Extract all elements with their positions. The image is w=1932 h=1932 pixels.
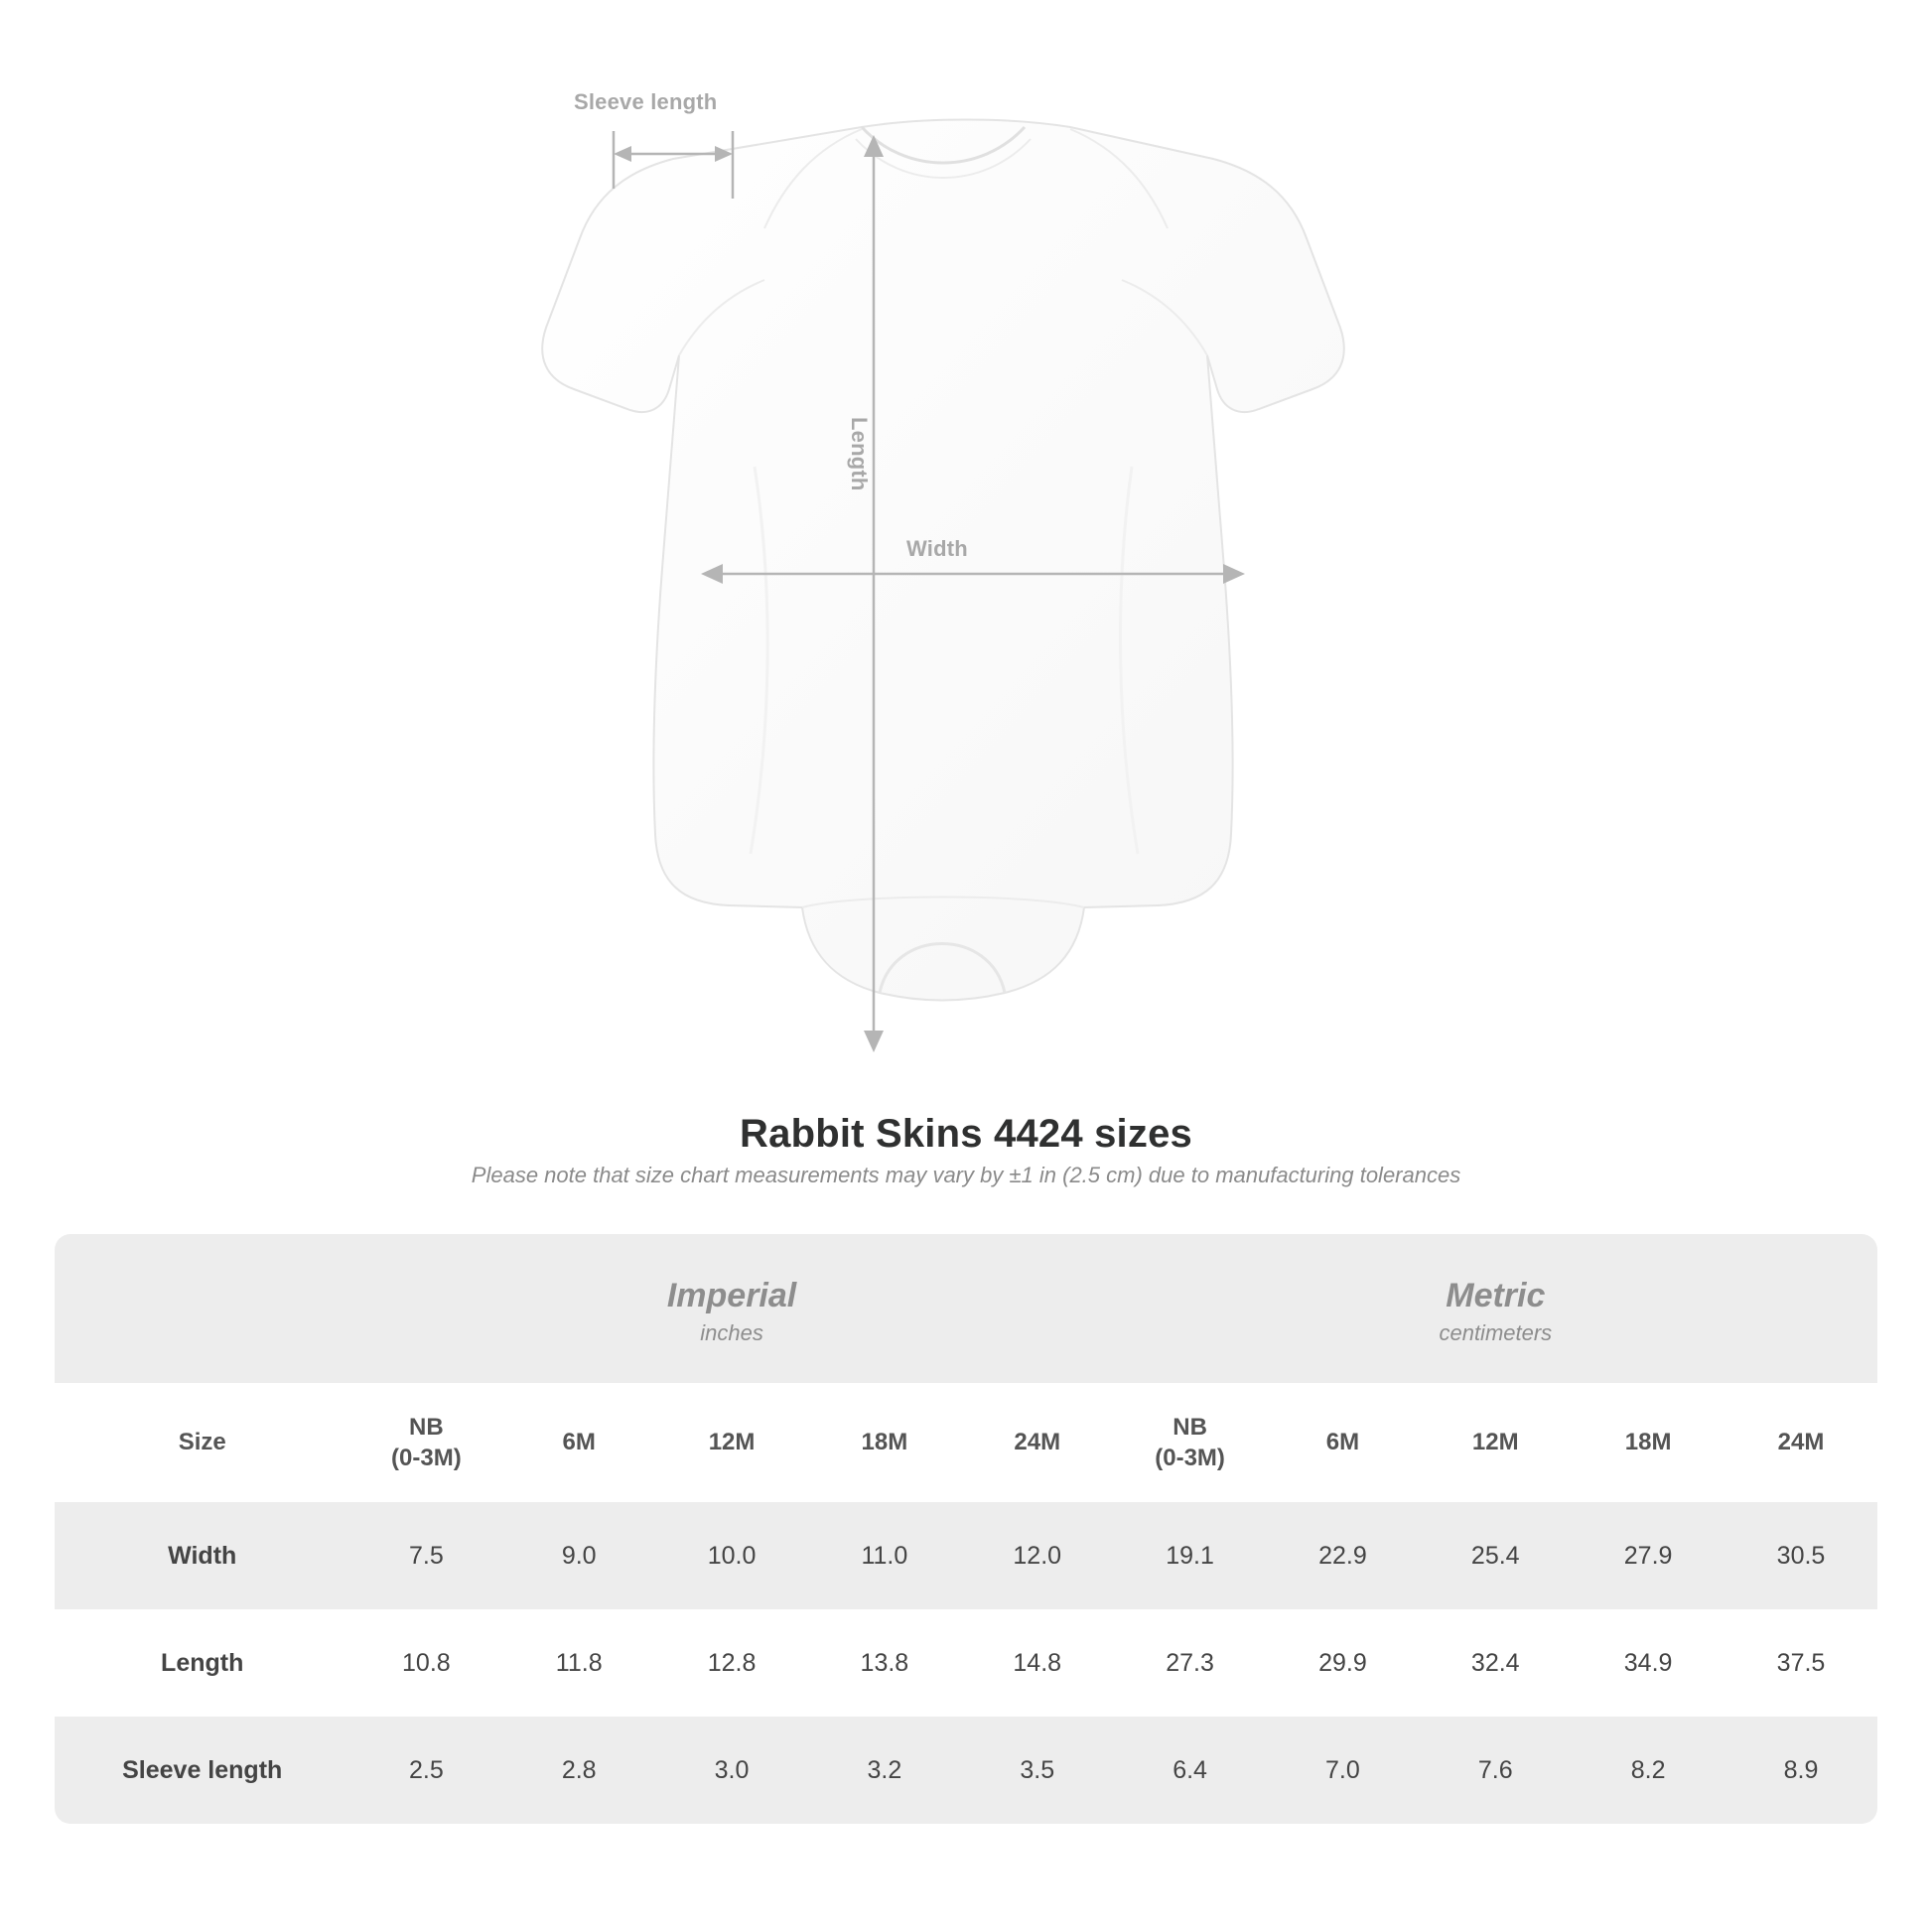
cell-length-9: 37.5 xyxy=(1725,1609,1877,1717)
size-chart-table xyxy=(55,1234,1877,1824)
cell-width-3: 11.0 xyxy=(808,1502,961,1609)
cell-sleeve-7: 7.6 xyxy=(1419,1717,1572,1824)
cell-width-4: 12.0 xyxy=(961,1502,1114,1609)
corner-cell xyxy=(55,1234,349,1383)
cell-sleeve-0: 2.5 xyxy=(349,1717,502,1824)
unit-group-imperial xyxy=(349,1234,1113,1383)
cell-length-4: 14.8 xyxy=(961,1609,1114,1717)
cell-sleeve-5: 6.4 xyxy=(1114,1717,1267,1824)
cell-sleeve-2: 3.0 xyxy=(655,1717,808,1824)
row-label-width: Width xyxy=(55,1502,349,1609)
header-col-0-label: NB xyxy=(409,1413,444,1441)
header-col-6: 6M xyxy=(1267,1383,1420,1502)
cell-sleeve-3: 3.2 xyxy=(808,1717,961,1824)
header-col-0-sub: (0-3M) xyxy=(391,1445,462,1471)
row-label-length: Length xyxy=(55,1609,349,1717)
tolerance-note: Please note that size chart measurements may vary by ±1 in (2.5 cm) due to manufacturing tolerances xyxy=(471,1163,1461,1187)
table-row xyxy=(55,1609,1877,1717)
cell-length-3: 13.8 xyxy=(808,1609,961,1717)
cell-width-8: 27.9 xyxy=(1572,1502,1725,1609)
unit-group-row xyxy=(55,1234,1877,1383)
unit-group-imperial-title: Imperial xyxy=(666,1277,797,1315)
unit-group-metric-title: Metric xyxy=(1446,1277,1546,1315)
cell-length-5: 27.3 xyxy=(1114,1609,1267,1717)
cell-width-7: 25.4 xyxy=(1419,1502,1572,1609)
row-label-sleeve-length: Sleeve length xyxy=(55,1717,349,1824)
cell-sleeve-4: 3.5 xyxy=(961,1717,1114,1824)
cell-length-2: 12.8 xyxy=(655,1609,808,1717)
header-col-5-sub: (0-3M) xyxy=(1155,1445,1225,1471)
header-col-0 xyxy=(349,1383,502,1502)
cell-sleeve-6: 7.0 xyxy=(1267,1717,1420,1824)
cell-sleeve-1: 2.8 xyxy=(502,1717,655,1824)
page-title: Rabbit Skins 4424 sizes xyxy=(740,1112,1192,1156)
width-label: Width xyxy=(906,536,968,561)
cell-sleeve-9: 8.9 xyxy=(1725,1717,1877,1824)
table-row xyxy=(55,1502,1877,1609)
header-col-5-label: NB xyxy=(1173,1413,1207,1441)
header-col-1: 6M xyxy=(502,1383,655,1502)
cell-length-7: 32.4 xyxy=(1419,1609,1572,1717)
header-col-8: 18M xyxy=(1572,1383,1725,1502)
cell-length-1: 11.8 xyxy=(502,1609,655,1717)
cell-width-6: 22.9 xyxy=(1267,1502,1420,1609)
length-label: Length xyxy=(847,417,872,491)
cell-width-2: 10.0 xyxy=(655,1502,808,1609)
unit-group-metric-sub: centimeters xyxy=(1439,1319,1553,1345)
unit-group-imperial-sub: inches xyxy=(700,1319,763,1345)
cell-width-5: 19.1 xyxy=(1114,1502,1267,1609)
cell-width-1: 9.0 xyxy=(502,1502,655,1609)
cell-length-0: 10.8 xyxy=(349,1609,502,1717)
cell-width-0: 7.5 xyxy=(349,1502,502,1609)
cell-length-6: 29.9 xyxy=(1267,1609,1420,1717)
sleeve-length-label: Sleeve length xyxy=(574,89,718,114)
header-size: Size xyxy=(55,1383,349,1502)
unit-group-metric xyxy=(1114,1234,1877,1383)
column-header-row xyxy=(55,1383,1877,1502)
size-chart-table-wrapper xyxy=(55,1234,1877,1824)
header-col-2: 12M xyxy=(655,1383,808,1502)
cell-width-9: 30.5 xyxy=(1725,1502,1877,1609)
header-col-5 xyxy=(1114,1383,1267,1502)
header-col-3: 18M xyxy=(808,1383,961,1502)
header-col-9: 24M xyxy=(1725,1383,1877,1502)
header-col-4: 24M xyxy=(961,1383,1114,1502)
table-row xyxy=(55,1717,1877,1824)
cell-sleeve-8: 8.2 xyxy=(1572,1717,1725,1824)
header-col-7: 12M xyxy=(1419,1383,1572,1502)
cell-length-8: 34.9 xyxy=(1572,1609,1725,1717)
